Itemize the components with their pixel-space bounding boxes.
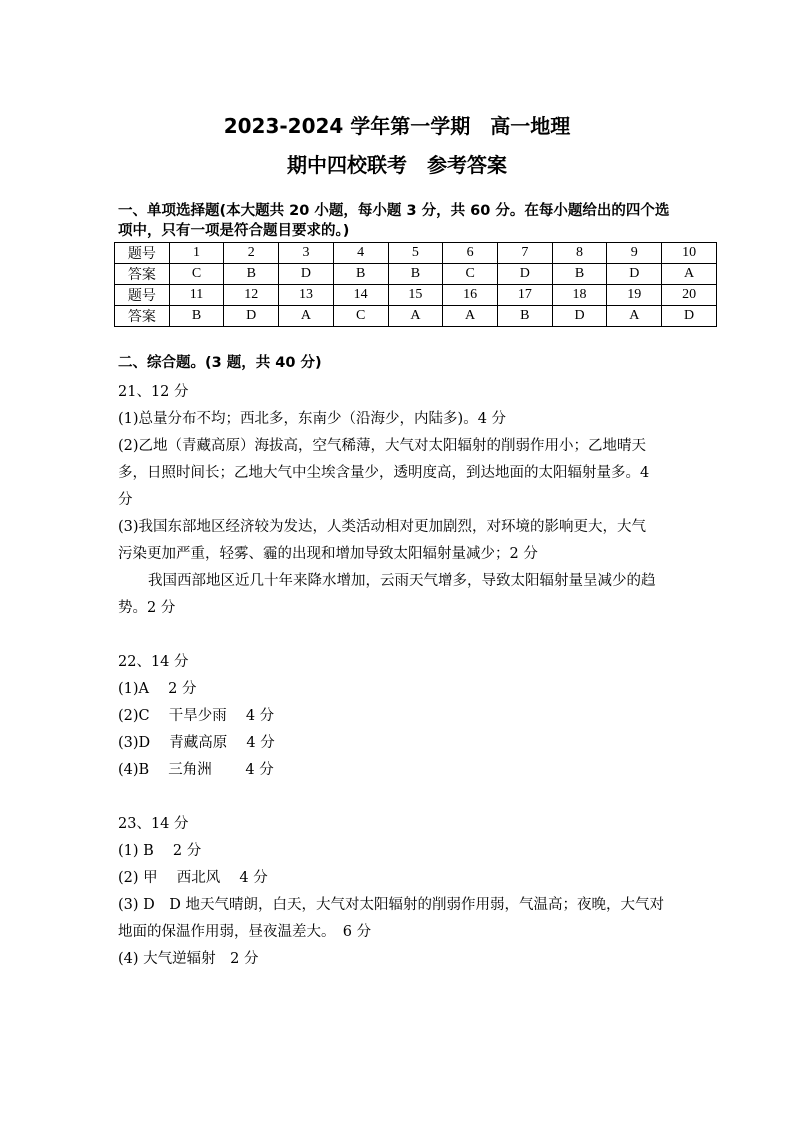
section1-heading-line2: 项中，只有一项是符合题目要求的。): [118, 223, 350, 239]
table-cell: 20: [662, 285, 717, 306]
table-row-label: 题号: [115, 285, 170, 306]
table-cell: 11: [169, 285, 224, 306]
table-cell: D: [224, 306, 279, 327]
table-cell: 19: [607, 285, 662, 306]
q21-part3-line1: (3)我国东部地区经济较为发达，人类活动相对更加剧烈，对环境的影响更大，大气: [118, 519, 647, 535]
table-cell: 15: [388, 285, 443, 306]
section1-heading-line1: 一、单项选择题(本大题共 20 小题，每小题 3 分，共 60 分。在每小题给出的四个选: [118, 203, 670, 219]
table-cell: 14: [333, 285, 388, 306]
q21-part4-line1: 我国西部地区近几十年来降水增加，云雨天气增多，导致太阳辐射量呈减少的趋: [148, 573, 656, 589]
q21-part2-line2: 多，日照时间长；乙地大气中尘埃含量少，透明度高，到达地面的太阳辐射量多。4: [118, 465, 650, 481]
table-cell: D: [662, 306, 717, 327]
q21-header: 21、12 分: [118, 384, 189, 400]
table-cell: D: [552, 306, 607, 327]
table-cell: C: [169, 264, 224, 285]
table-cell: D: [279, 264, 334, 285]
table-cell: B: [552, 264, 607, 285]
q23-header: 23、14 分: [118, 816, 189, 832]
q22-header: 22、14 分: [118, 654, 189, 670]
table-cell: B: [388, 264, 443, 285]
table-cell: A: [662, 264, 717, 285]
q21-part2-line1: (2)乙地（青藏高原）海拔高，空气稀薄，大气对太阳辐射的削弱作用小；乙地晴天: [118, 438, 647, 454]
table-row-label: 题号: [115, 243, 170, 264]
q21-part4-line2: 势。2 分: [118, 600, 176, 616]
table-cell: 4: [333, 243, 388, 264]
q23-answer3-line1: (3) D D 地天气晴朗，白天，大气对太阳辐射的削弱作用弱，气温高；夜晚，大气对: [118, 897, 665, 913]
q22-answer4: (4)B 三角洲 4 分: [118, 762, 274, 778]
q22-answer3: (3)D 青藏高原 4 分: [118, 735, 275, 751]
table-cell: 9: [607, 243, 662, 264]
table-cell: 5: [388, 243, 443, 264]
page-title: 2023-2024 学年第一学期 高一地理: [223, 114, 571, 138]
table-cell: 17: [497, 285, 552, 306]
table-cell: D: [607, 264, 662, 285]
table-cell: C: [443, 264, 498, 285]
table-cell: A: [279, 306, 334, 327]
table-cell: 7: [497, 243, 552, 264]
table-row-label: 答案: [115, 264, 170, 285]
table-cell: C: [333, 306, 388, 327]
table-cell: 1: [169, 243, 224, 264]
table-row: [115, 264, 717, 285]
table-cell: A: [443, 306, 498, 327]
q22-answer2: (2)C 干旱少雨 4 分: [118, 708, 275, 724]
q23-answer4: (4) 大气逆辐射 2 分: [118, 951, 259, 967]
table-cell: B: [224, 264, 279, 285]
table-row-label: 答案: [115, 306, 170, 327]
q21-part3-line2: 污染更加严重，轻雾、霾的出现和增加导致太阳辐射量减少；2 分: [118, 546, 538, 562]
table-cell: D: [497, 264, 552, 285]
section2-heading: 二、综合题。(3 题，共 40 分): [118, 355, 322, 371]
table-cell: 18: [552, 285, 607, 306]
table-cell: A: [388, 306, 443, 327]
table-cell: 10: [662, 243, 717, 264]
section1-heading: [118, 201, 728, 241]
table-row: [115, 306, 717, 327]
table-cell: B: [169, 306, 224, 327]
q23-answer3-line2: 地面的保温作用弱，昼夜温差大。 6 分: [118, 924, 372, 940]
table-cell: 16: [443, 285, 498, 306]
table-cell: A: [607, 306, 662, 327]
table-cell: B: [333, 264, 388, 285]
table-cell: 3: [279, 243, 334, 264]
q21-part2-line3: 分: [118, 492, 133, 508]
page-subtitle: 期中四校联考 参考答案: [287, 153, 507, 177]
q21-part1: (1)总量分布不均；西北多，东南少（沿海少，内陆多)。4 分: [118, 411, 507, 427]
q22-answer1: (1)A 2 分: [118, 681, 197, 697]
table-row: [115, 285, 717, 306]
table-cell: B: [497, 306, 552, 327]
answer-table: [114, 242, 717, 327]
table-cell: 6: [443, 243, 498, 264]
q23-answer1: (1) B 2 分: [118, 843, 202, 859]
table-row: [115, 243, 717, 264]
table-cell: 13: [279, 285, 334, 306]
table-cell: 8: [552, 243, 607, 264]
q23-answer2: (2) 甲 西北风 4 分: [118, 870, 268, 886]
table-cell: 2: [224, 243, 279, 264]
table-cell: 12: [224, 285, 279, 306]
